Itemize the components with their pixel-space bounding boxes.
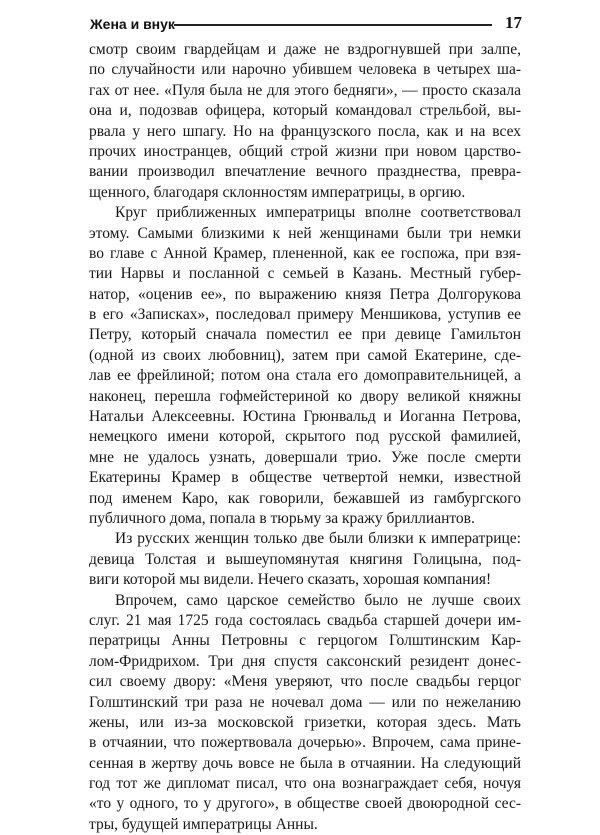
text-line: вании производил впечатление вечного празднества, превра- bbox=[89, 163, 521, 181]
text-line: под именем Каро, как говорили, бежавшей из гамбургского bbox=[89, 489, 521, 507]
text-line: прочих иностранцев, общий строй жизни при новом царство- bbox=[89, 142, 521, 160]
text-line: тры, будущей императрицы Анны. bbox=[89, 815, 318, 833]
text-line: Натальи Алексеевны. Юстина Грюнвальд и Иоганна Петрова, bbox=[89, 408, 521, 426]
page-number: 17 bbox=[505, 13, 522, 32]
header-rule bbox=[174, 24, 492, 26]
text-line: этому. Самыми близкими к ней женщинами были три немки bbox=[89, 224, 521, 242]
text-line: лом-Фридрихом. Три дня спустя саксонский резидент донес- bbox=[89, 652, 521, 670]
text-line: год тот же дипломат писал, что она вознаграждает себя, ночуя bbox=[89, 775, 521, 793]
text-line: жены, или из-за московской гризетки, которая здесь. Мать bbox=[89, 713, 521, 731]
text-line: виги которой мы видели. Нечего сказать, хорошая компания! bbox=[89, 571, 492, 589]
text-line: гах от нее. «Пуля была не для этого бедняги», — просто сказала bbox=[89, 81, 521, 99]
text-line: Екатерины Крамер в обществе четвертой немки, известной bbox=[89, 469, 521, 487]
text-line: Впрочем, само царское семейство было не лучше своих bbox=[115, 591, 521, 609]
text-line: мне не удалось узнать, довершали трио. Уже после смерти bbox=[89, 448, 521, 466]
text-line: Из русских женщин только две были близки к императрице: bbox=[115, 530, 521, 548]
text-line: (одной из своих любовниц), затем при самой Екатерине, сде- bbox=[89, 346, 521, 364]
text-line: Петру, который сначала поместил ее при девице Гамильтон bbox=[89, 326, 521, 344]
text-line: рвала у него шпагу. Но на французского посла, как и на всех bbox=[89, 122, 521, 140]
text-line: во главе с Анной Крамер, плененной, как ее госпожа, при взя- bbox=[89, 244, 521, 262]
text-line: слуг. 21 мая 1725 года состоялась свадьба старшей дочери им- bbox=[89, 611, 521, 629]
text-line: наконец, перешла гофмейстериной ко двору великой княжны bbox=[89, 387, 521, 405]
text-line: сенная в жертву дочь вовсе не была в отчаянии. На следующий bbox=[89, 754, 521, 772]
text-line: ператрицы Анны Петровны с герцогом Голштинским Кар- bbox=[89, 632, 521, 650]
text-line: в отчаянии, что пожертвовала дочерью». Впрочем, сама прине- bbox=[89, 734, 521, 752]
text-line: тии Нарвы и посланной с семьей в Казань. Местный губер- bbox=[89, 265, 521, 283]
running-header-title: Жена и внук bbox=[90, 16, 175, 32]
paragraph bbox=[89, 203, 521, 529]
paragraph bbox=[89, 591, 521, 835]
text-line: девица Толстая и вышеупомянутая княгиня Голицына, под- bbox=[89, 550, 521, 568]
text-line: по случайности или нарочно убившем человека в четырех ша- bbox=[89, 61, 521, 79]
running-header bbox=[90, 14, 522, 36]
text-line: натор, «оценив ее», по выражению князя Петра Долгорукова bbox=[89, 285, 521, 303]
text-line: Голштинский три раза не ночевал дома — или по нежеланию bbox=[89, 693, 521, 711]
text-line: она и, подозвав офицера, который командовал стрельбой, вы- bbox=[89, 102, 521, 120]
text-line: сил своему двору: «Меня уверяют, что после свадьбы герцог bbox=[89, 673, 521, 691]
text-line: публичного дома, попала в тюрьму за кражу бриллиантов. bbox=[89, 509, 475, 527]
paragraph bbox=[89, 40, 521, 203]
text-line: в его «Записках», последовал примеру Меншикова, уступив ее bbox=[89, 306, 521, 324]
text-line: «то у одного, то у другого», в обществе своей двоюродной сес- bbox=[89, 795, 521, 813]
text-line: Круг приближенных императрицы вполне соответствовал bbox=[115, 204, 521, 222]
body-text bbox=[89, 40, 521, 835]
text-line: смотр своим гвардейцам и даже не вздрогнувшей при залпе, bbox=[89, 41, 521, 58]
text-line: лав ее фрейлиной; потом она стала его домоправительницей, а bbox=[89, 367, 521, 385]
text-line: немецкого имени которой, скрытого под русской фамилией, bbox=[89, 428, 521, 446]
paragraph bbox=[89, 529, 521, 590]
text-line: щенного, благодаря склонностям императрицы, в оргию. bbox=[89, 183, 466, 201]
